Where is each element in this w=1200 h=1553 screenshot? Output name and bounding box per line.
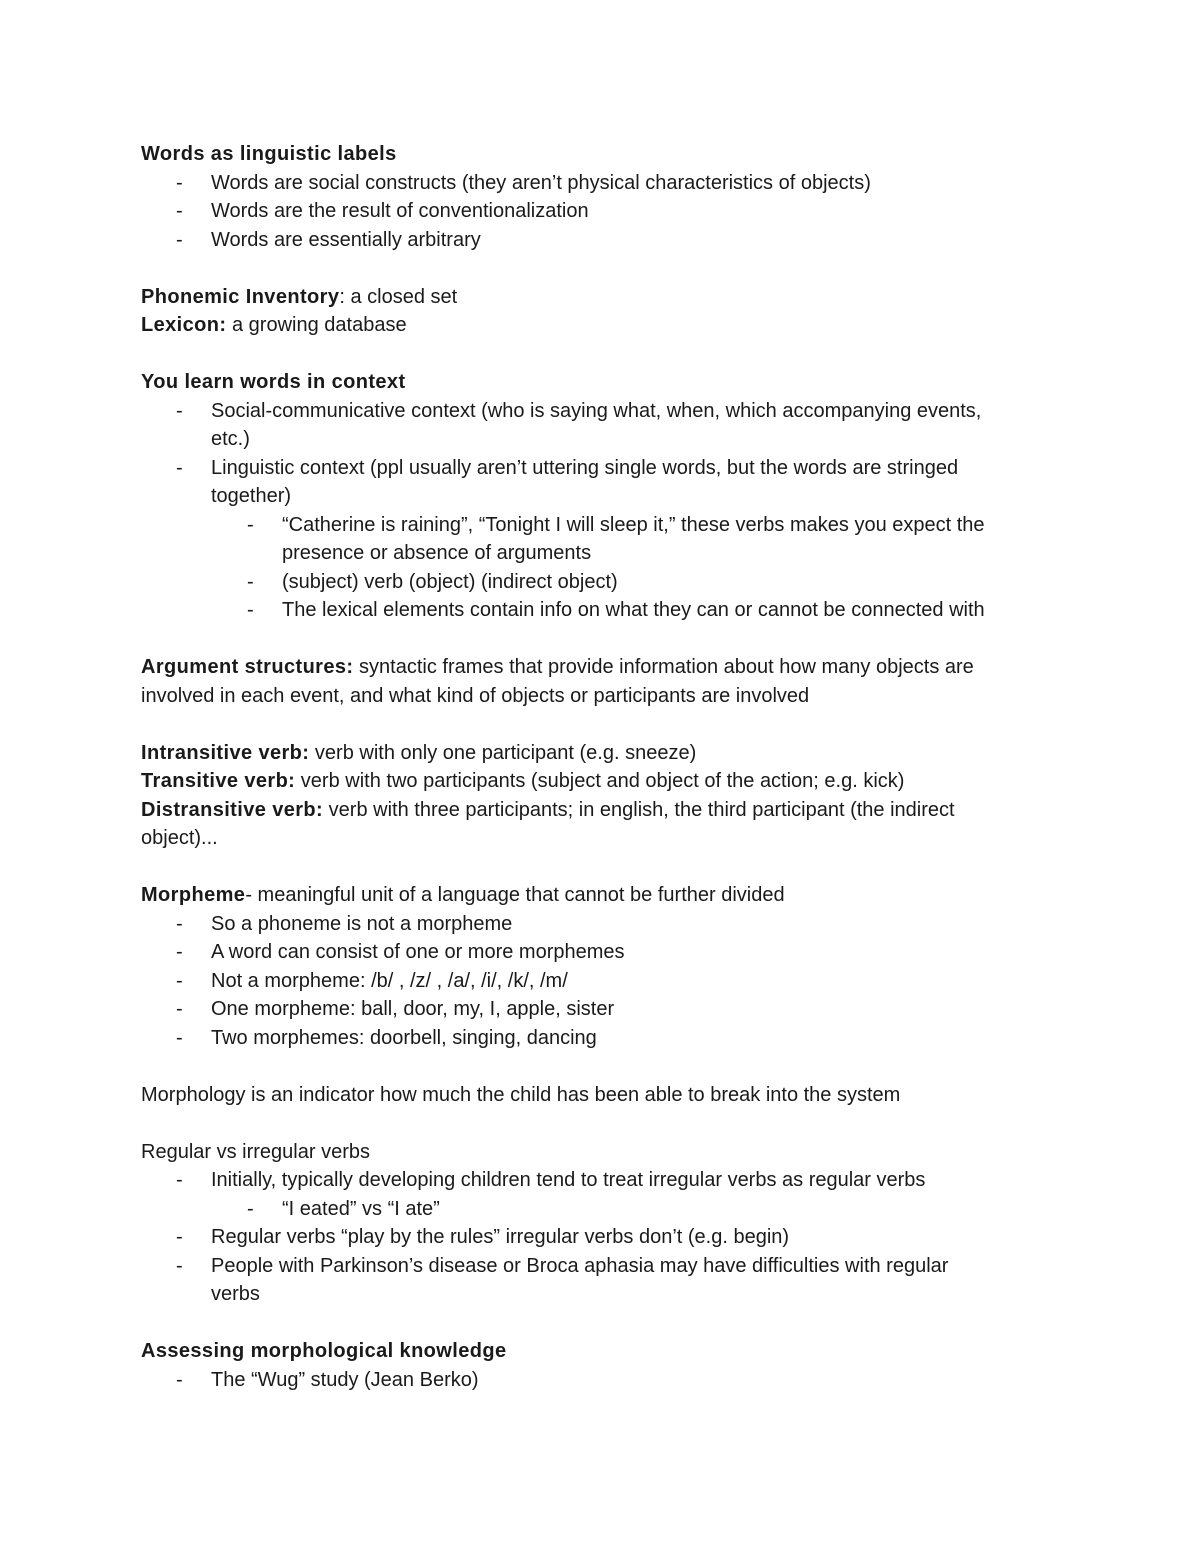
list-item: - Words are essentially arbitrary — [141, 226, 1061, 255]
list-item: - Two morphemes: doorbell, singing, dancing — [141, 1024, 1061, 1053]
list-item: - Linguistic context (ppl usually aren’t uttering single words, but the words are stringed together) - “Catherine is raining”, “Tonight I will sleep it,” these verbs makes you expect the presence or absence of arguments - (subject) verb (object) (indirect object) - The lexical elements contain info on what they can or cannot be connected with — [141, 454, 1061, 625]
sub-list-item: - “I eated” vs “I ate” — [211, 1195, 1061, 1224]
section-heading-plain: Regular vs irregular verbs — [141, 1140, 370, 1163]
list-item: - Initially, typically developing children tend to treat irregular verbs as regular verbs - “I eated” vs “I ate” — [141, 1166, 1061, 1223]
definition-morpheme: Morpheme- meaningful unit of a language that cannot be further divided — [141, 884, 785, 906]
bullet-list — [141, 397, 1061, 625]
list-item: - A word can consist of one or more morphemes — [141, 938, 1061, 967]
definition-transitive-verb: Transitive verb: verb with two participants (subject and object of the action; e.g. kick) — [141, 770, 905, 792]
sub-bullet-list — [211, 1195, 1061, 1224]
bullet-list — [141, 1166, 1061, 1309]
list-item: - Social-communicative context (who is saying what, when, which accompanying events, etc.) — [141, 397, 1061, 454]
bullet-list — [141, 910, 1061, 1053]
list-item: - One morpheme: ball, door, my, I, apple, sister — [141, 995, 1061, 1024]
bullet-list — [141, 1366, 1061, 1395]
paragraph: Morphology is an indicator how much the child has been able to break into the system — [141, 1083, 901, 1106]
definition-phonemic-inventory: Phonemic Inventory: a closed set — [141, 285, 458, 308]
sub-list-item: - “Catherine is raining”, “Tonight I will sleep it,” these verbs makes you expect the presence or absence of arguments — [211, 511, 1061, 568]
list-item: - Words are the result of conventionalization — [141, 197, 1061, 226]
section-heading: You learn words in context — [141, 371, 406, 393]
definition-lexicon: Lexicon: a growing database — [141, 314, 407, 336]
list-item: - Regular verbs “play by the rules” irregular verbs don’t (e.g. begin) — [141, 1223, 1061, 1252]
definition-argument-structures: Argument structures: syntactic frames that provide information about how many objects are involved in each event, and what kind of objects or participants are involved — [141, 656, 974, 707]
sub-bullet-list — [211, 511, 1061, 625]
sub-list-item: - (subject) verb (object) (indirect object) — [211, 568, 1061, 597]
definition-ditransitive-verb: Distransitive verb: verb with three participants; in english, the third participant (the indirect object)... — [141, 798, 955, 849]
list-item: - Words are social constructs (they aren’t physical characteristics of objects) — [141, 169, 1061, 198]
definition-intransitive-verb: Intransitive verb: verb with only one participant (e.g. sneeze) — [141, 741, 697, 764]
list-item: - The “Wug” study (Jean Berko) — [141, 1366, 1061, 1395]
list-item: - So a phoneme is not a morpheme — [141, 910, 1061, 939]
list-item: - Not a morpheme: /b/ , /z/ , /a/, /i/, /k/, /m/ — [141, 967, 1061, 996]
list-item: - People with Parkinson’s disease or Broca aphasia may have difficulties with regular verbs — [141, 1252, 1061, 1309]
section-heading: Words as linguistic labels — [141, 143, 397, 165]
sub-list-item: - The lexical elements contain info on what they can or cannot be connected with — [211, 596, 1061, 625]
section-heading: Assessing morphological knowledge — [141, 1340, 507, 1362]
bullet-list — [141, 169, 1061, 255]
document-page — [141, 140, 1061, 1394]
